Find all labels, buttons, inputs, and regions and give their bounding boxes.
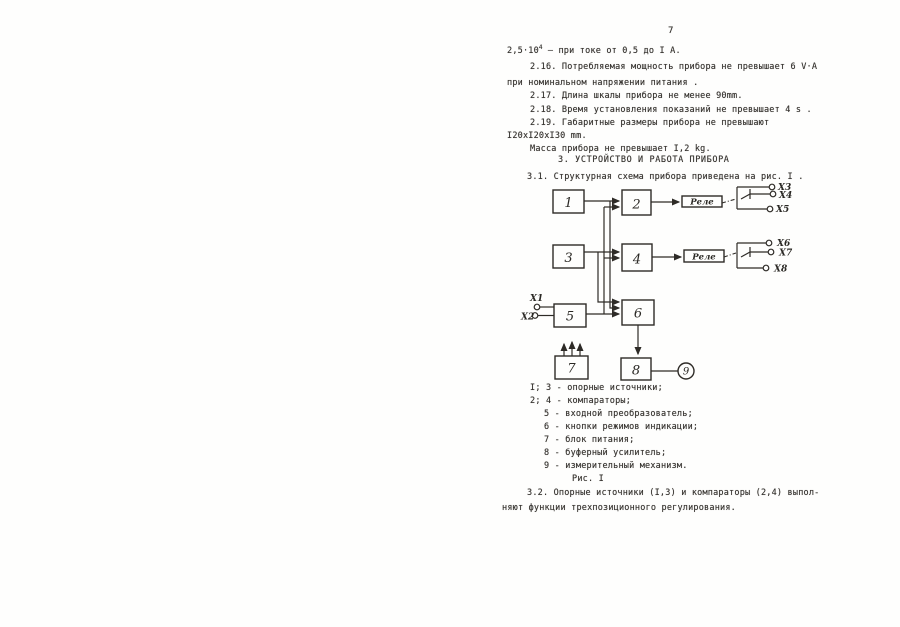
input-terminals: [520, 294, 554, 323]
legend-item-1-3: I; 3 - опорные источники;: [530, 383, 663, 393]
terminal-x4: [770, 191, 776, 197]
para-3-1: 3.1. Структурная схема прибора приведена на рис. I .: [527, 172, 804, 182]
spec-2-19-line1: 2.19. Габаритные размеры прибора не превышают: [530, 118, 770, 128]
figure-caption: Рис. I: [572, 474, 604, 484]
spec-value: 2,5·10: [507, 45, 539, 56]
spec-resistance-line: [507, 44, 681, 56]
legend-item-8: 8 - буферный усилитель;: [544, 448, 667, 458]
legend-item-7: 7 - блок питания;: [544, 435, 635, 445]
relay-2-label: Реле: [692, 252, 716, 263]
terminal-x3: [769, 184, 775, 190]
terminal-x6-label: X6: [777, 239, 791, 249]
para-3-2-line2: няют функции трехпозиционного регулирования.: [502, 503, 736, 513]
terminal-x1-label: X1: [530, 294, 544, 304]
block-9-label: 9: [682, 366, 690, 378]
block-8-label: 8: [631, 363, 641, 379]
block-diagram-figure: [500, 180, 810, 390]
block-4-label: 4: [632, 252, 642, 268]
terminal-x1: [534, 304, 540, 310]
spec-2-16-line2: при номинальном напряжении питания .: [507, 78, 699, 88]
legend-item-5: 5 - входной преобразователь;: [544, 409, 693, 419]
legend-item-6: 6 - кнопки режимов индикации;: [544, 422, 699, 432]
terminal-x4-label: X4: [779, 191, 793, 201]
terminal-x7: [768, 249, 774, 255]
terminal-x8-label: X8: [774, 264, 788, 275]
block-6-label: 6: [633, 306, 643, 322]
page-number: 7: [668, 26, 674, 36]
terminal-x6: [766, 240, 772, 246]
legend-item-2-4: 2; 4 - компараторы;: [530, 396, 632, 406]
block-1-label: 1: [564, 196, 573, 211]
power-supply-arrows: [564, 342, 580, 356]
legend-item-9: 9 - измерительный механизм.: [544, 461, 688, 471]
terminal-x7-label: X7: [779, 248, 793, 259]
section-heading: 3. УСТРОЙСТВО И РАБОТА ПРИБОРА: [558, 155, 730, 165]
spec-2-19-line2: I20xI20xI30 mm.: [507, 131, 587, 141]
block-3-label: 3: [564, 251, 573, 266]
para-3-2-line1: 3.2. Опорные источники (I,3) и компараторы (2,4) выпол-: [527, 488, 820, 498]
contact-group-2: [724, 239, 793, 275]
contact-group-1: [722, 183, 792, 215]
terminal-x2-label: X2: [521, 312, 535, 323]
spec-2-18: 2.18. Время установления показаний не превышает 4 s .: [530, 105, 812, 115]
terminal-x3-label: X3: [778, 183, 792, 193]
spec-2-16-line1: 2.16. Потребляемая мощность прибора не превышает 6 V·А: [530, 62, 818, 72]
block-2-label: 2: [632, 197, 641, 213]
block-7-label: 7: [567, 361, 576, 377]
terminal-x5: [767, 206, 773, 212]
spec-mass: Масса прибора не превышает I,2 kg.: [530, 144, 711, 154]
terminal-x8: [763, 265, 769, 271]
signal-lines: [584, 201, 681, 371]
terminal-x5-label: X5: [776, 205, 790, 215]
spec-exponent: 4: [538, 44, 543, 51]
spec-2-17: 2.17. Длина шкалы прибора не менее 90mm.: [530, 91, 743, 101]
block-5-label: 5: [565, 309, 575, 325]
spec-rest: – при токе от 0,5 до I А.: [542, 45, 681, 56]
relay-1-label: Реле: [690, 197, 714, 208]
